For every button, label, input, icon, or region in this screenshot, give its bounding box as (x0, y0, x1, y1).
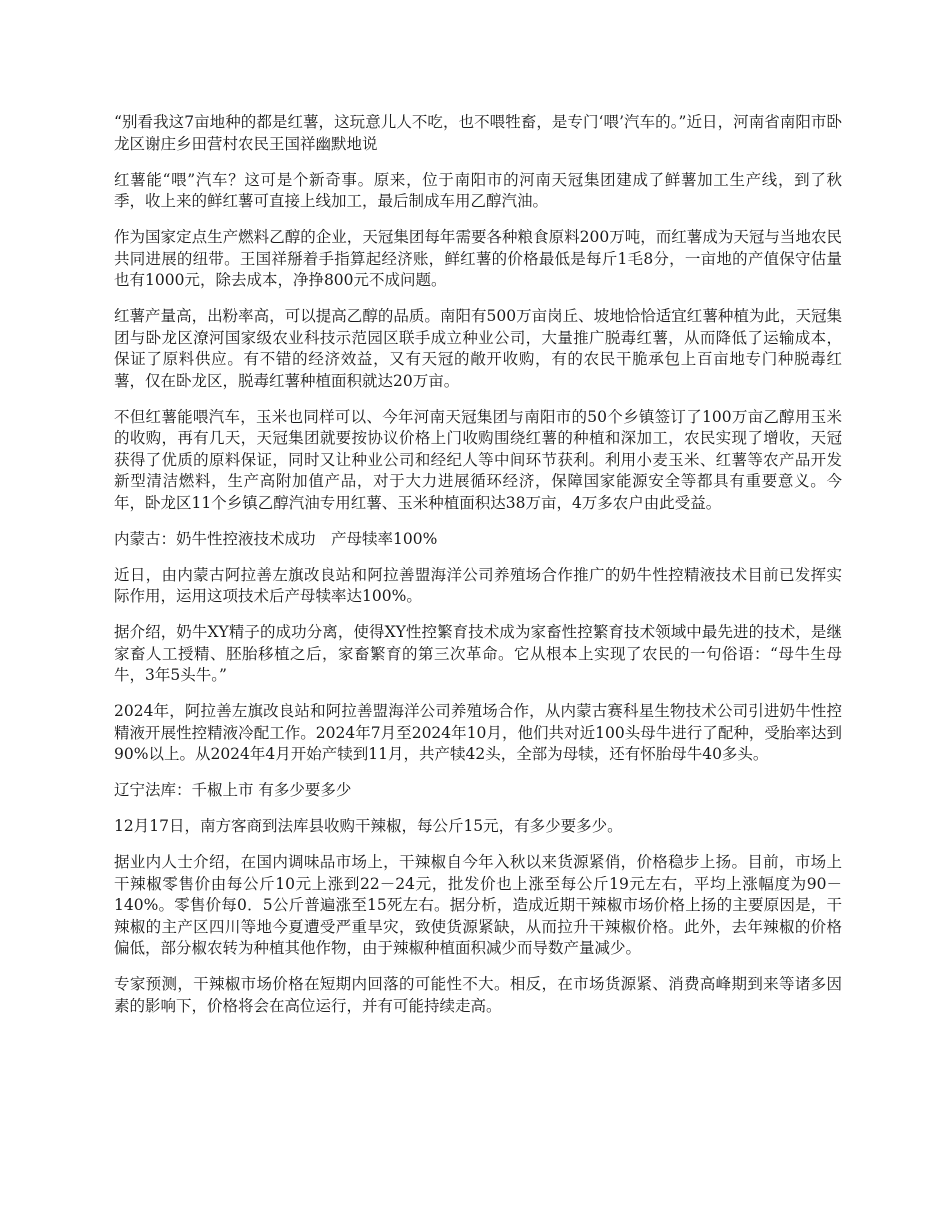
paragraph: 据业内人士介绍，在国内调味品市场上，干辣椒自今年入秋以来货源紧俏，价格稳步上扬。目前，市场上干辣椒零售价由每公斤10元上涨到22－24元，批发价也上涨至每公斤19元左右，平均上涨幅度为90－140%。零售价每0．5公斤普遍涨至15死左右。据分析，造成近期干辣椒市场价格上扬的主要原因是，干辣椒的主产区四川等地今夏遭受严重旱灾，致使货源紧缺，从而拉升干辣椒价格。此外，去年辣椒的价格偏低，部分椒农转为种植其他作物，由于辣椒种植面积减少而导数产量减少。 (114, 853, 842, 957)
paragraph: 12月17日，南方客商到法库县收购干辣椒，每公斤15元，有多少要多少。 (114, 817, 623, 835)
paragraph: 红薯能“喂”汽车？这可是个新奇事。原来，位于南阳市的河南天冠集团建成了鲜薯加工生产线，到了秋季，收上来的鲜红薯可直接上线加工，最后制成车用乙醇汽油。 (114, 170, 842, 210)
paragraph: 红薯产量高，出粉率高，可以提高乙醇的品质。南阳有500万亩岗丘、坡地恰恰适宜红薯种植为此，天冠集团与卧龙区潦河国家级农业科技示范园区联手成立种业公司，大量推广脱毒红薯，从而降低了运输成本，保证了原料供应。有不错的经济效益，又有天冠的敞开收购，有的农民干脆承包上百亩地专门种脱毒红薯，仅在卧龙区，脱毒红薯种植面积就达20万亩。 (114, 307, 842, 390)
paragraph: 近日，由内蒙古阿拉善左旗改良站和阿拉善盟海洋公司养殖场合作推广的奶牛性控精液技术目前已发挥实际作用，运用这项技术后产母犊率达100%。 (114, 565, 842, 605)
paragraph: 据介绍，奶牛XY精子的成功分离，使得XY性控繁育技术成为家畜性控繁育技术领域中最先进的技术，是继家畜人工授精、胚胎移植之后，家畜繁育的第三次革命。它从根本上实现了农民的一句俗语：“母牛生母牛，3年5头牛。” (114, 623, 842, 684)
document-body (114, 112, 842, 1032)
paragraph: “别看我这7亩地种的都是红薯，这玩意儿人不吃，也不喂牲畜，是专门‘喂’汽车的。”近日，河南省南阳市卧龙区谢庄乡田营村农民王国祥幽默地说 (114, 113, 842, 153)
paragraph: 不但红薯能喂汽车，玉米也同样可以、今年河南天冠集团与南阳市的50个乡镇签订了100万亩乙醇用玉米的收购，再有几天，天冠集团就要按协议价格上门收购围绕红薯的种植和深加工，农民实现了增收，天冠获得了优质的原料保证，同时又让种业公司和经纪人等中间环节获利。利用小麦玉米、红薯等农产品开发新型清洁燃料，生产高附加值产品，对于大力进展循环经济，保障国家能源安全等都具有重要意义。今年，卧龙区11个乡镇乙醇汽油专用红薯、玉米种植面积达38万亩，4万多农户由此受益。 (114, 407, 842, 512)
section-heading: 内蒙古：奶牛性控液技术成功 产母犊率100% (114, 529, 438, 548)
section-heading: 辽宁法库：千椒上市 有多少要多少 (114, 781, 352, 799)
paragraph: 作为国家定点生产燃料乙醇的企业，天冠集团每年需要各种粮食原料200万吨，而红薯成为天冠与当地农民共同进展的纽带。王国祥掰着手指算起经济账，鲜红薯的价格最低是每斤1毛8分，一亩地的产值保守估量也有1000元，除去成本，净挣800元不成问题。 (114, 228, 842, 289)
paragraph: 专家预测，干辣椒市场价格在短期内回落的可能性不大。相反，在市场货源紧、消费高峰期到来等诸多因素的影响下，价格将会在高位运行，并有可能持续走高。 (114, 975, 842, 1015)
paragraph: 2024年，阿拉善左旗改良站和阿拉善盟海洋公司养殖场合作，从内蒙古赛科星生物技术公司引进奶牛性控精液开展性控精液冷配工作。2024年7月至2024年10月，他们共对近100头母牛进行了配种，受胎率达到90%以上。从2024年4月开始产犊到11月，共产犊42头，全部为母犊，还有怀胎母牛40多头。 (114, 702, 842, 763)
